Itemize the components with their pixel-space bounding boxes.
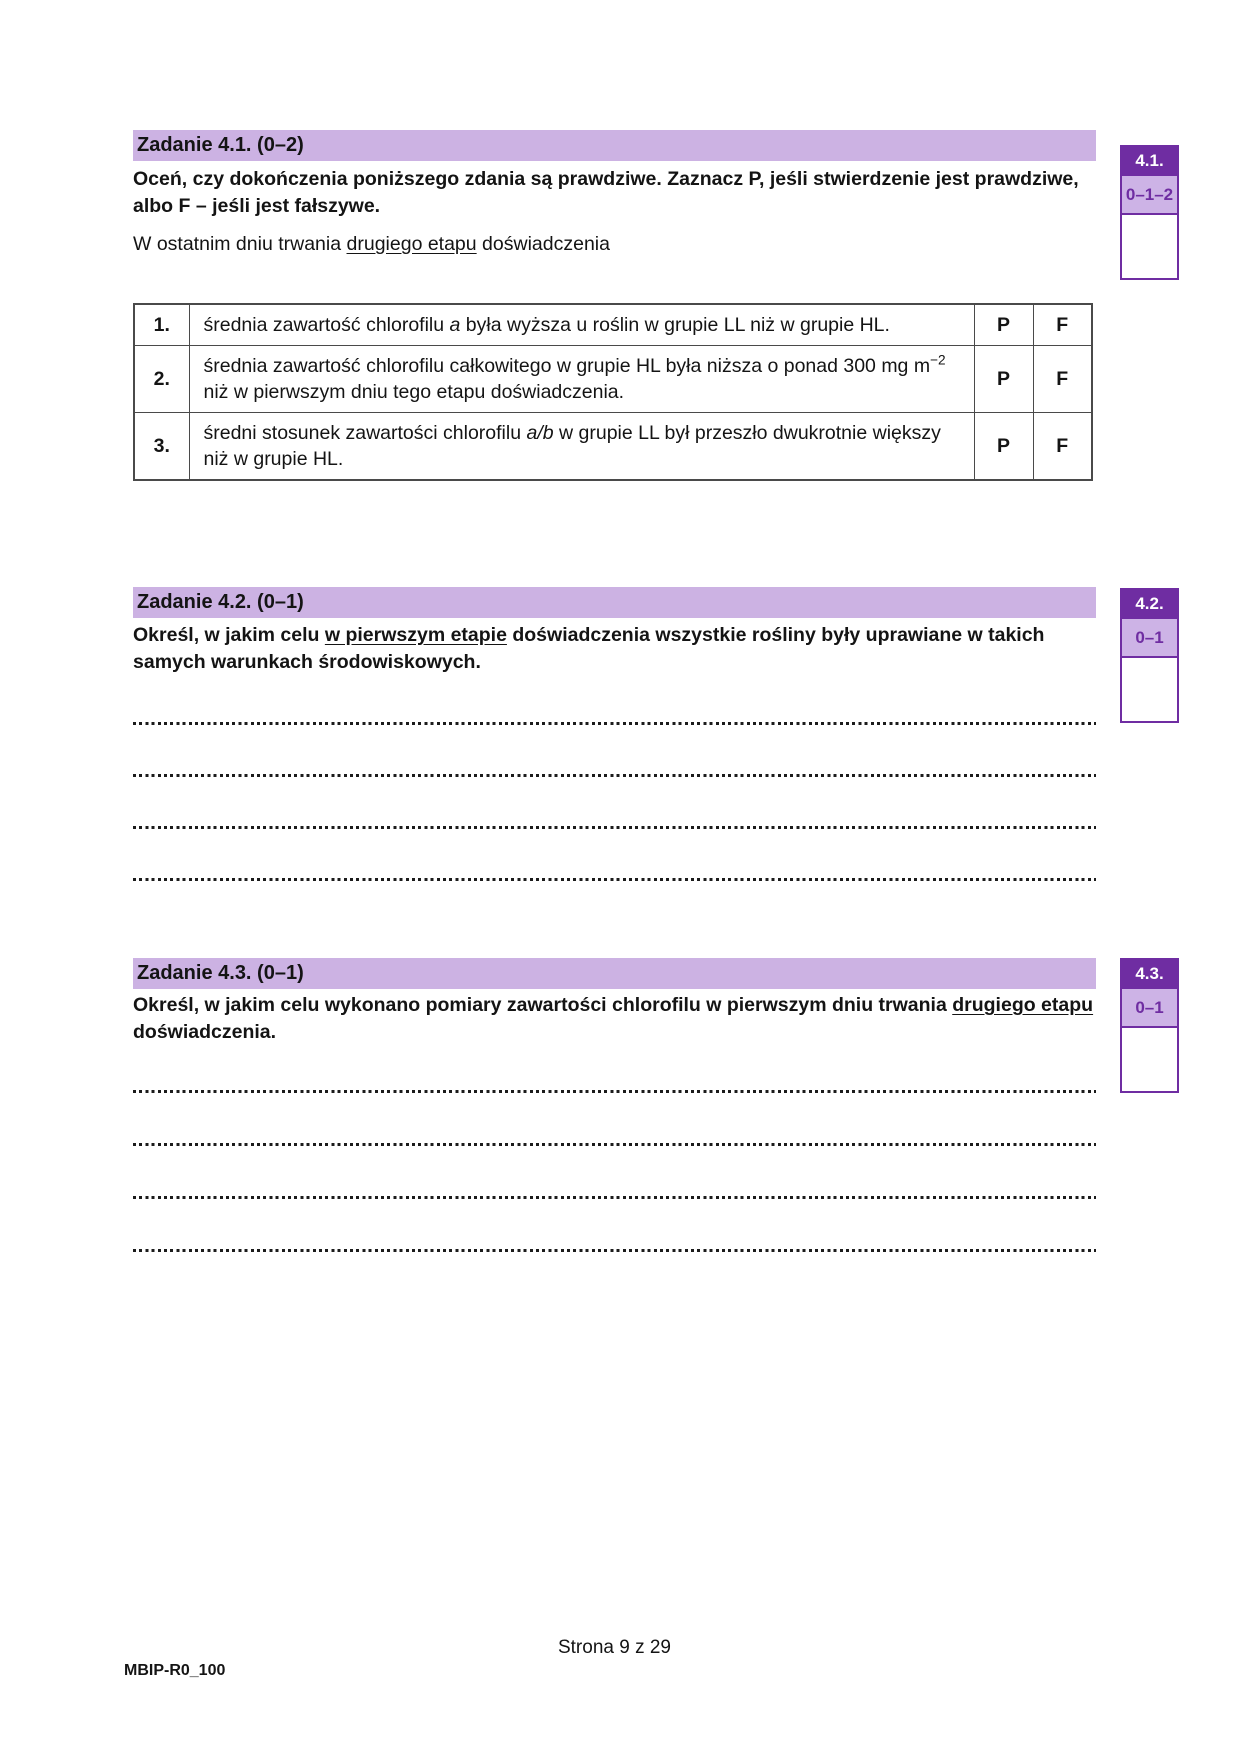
task-4-2-title-bar xyxy=(133,587,1096,618)
answer-line[interactable] xyxy=(133,1196,1096,1199)
false-option-cell[interactable]: F xyxy=(1033,304,1092,346)
task-4-1-intro-sentence: W ostatnim dniu trwania drugiego etapu doświadczenia xyxy=(133,233,610,255)
score-box-4-2 xyxy=(1120,588,1179,723)
italic-term: a/b xyxy=(526,422,554,444)
score-box-entry-cell xyxy=(1122,1028,1177,1091)
statement-text: średnia zawartość chlorofilu całkowitego w grupie HL była niższa o ponad 300 mg $m^{-2}$ niż w pierwszym dniu tego etapu doświadczenia. xyxy=(189,346,974,413)
answer-line[interactable] xyxy=(133,1143,1096,1146)
answer-line[interactable] xyxy=(133,878,1096,881)
task-4-3-title: Zadanie 4.3. (0–1) xyxy=(137,962,304,984)
score-box-task-number: 4.1. xyxy=(1122,147,1177,174)
true-false-table xyxy=(133,303,1093,481)
task-4-3-title-bar xyxy=(133,958,1096,989)
task-4-2-instruction: Określ, w jakim celu w pierwszym etapie doświadczenia wszystkie rośliny były uprawiane w takich samych warunkach środowiskowych. xyxy=(133,624,1045,673)
task-4-2-title: Zadanie 4.2. (0–1) xyxy=(137,591,304,613)
answer-line[interactable] xyxy=(133,1090,1096,1093)
false-option-cell[interactable]: F xyxy=(1033,413,1092,481)
exam-sheet-code: MBIP-R0_100 xyxy=(124,1662,226,1679)
underlined-phrase: w pierwszym etapie xyxy=(324,624,507,646)
underlined-phrase: drugiego etapu xyxy=(346,233,477,255)
true-false-table-wrap xyxy=(133,303,1093,481)
italic-term: a xyxy=(449,314,461,336)
task-4-2-answer-area xyxy=(133,722,1096,930)
score-box-entry-cell xyxy=(1122,215,1177,278)
answer-line[interactable] xyxy=(133,722,1096,725)
answer-line[interactable] xyxy=(133,774,1096,777)
answer-line[interactable] xyxy=(133,1249,1096,1252)
score-box-points-range: 0–1 xyxy=(1122,617,1177,658)
table-row xyxy=(134,413,1092,481)
row-number: 1. xyxy=(134,304,189,346)
table-row xyxy=(134,346,1092,413)
score-box-points-range: 0–1 xyxy=(1122,987,1177,1028)
score-box-points-range: 0–1–2 xyxy=(1122,174,1177,215)
task-4-1-instruction: Oceń, czy dokończenia poniższego zdania są prawdziwe. Zaznacz P, jeśli stwierdzenie jest prawdziwe, albo F – jeśli jest fałszywe. xyxy=(133,168,1079,217)
score-box-4-3 xyxy=(1120,958,1179,1093)
score-box-4-1 xyxy=(1120,145,1179,280)
page-number: Strona 9 z 29 xyxy=(557,1637,672,1658)
true-option-cell[interactable]: P xyxy=(974,413,1033,481)
task-4-3-answer-area xyxy=(133,1090,1096,1302)
score-box-task-number: 4.2. xyxy=(1122,590,1177,617)
task-4-1-title: Zadanie 4.1. (0–2) xyxy=(137,134,304,156)
score-box-entry-cell xyxy=(1122,658,1177,721)
statement-text: średnia zawartość chlorofilu a była wyższa u roślin w grupie LL niż w grupie HL. xyxy=(189,304,974,346)
table-row xyxy=(134,304,1092,346)
underlined-phrase: drugiego etapu xyxy=(952,994,1094,1016)
row-number: 2. xyxy=(134,346,189,413)
statement-text: średni stosunek zawartości chlorofilu a/b w grupie LL był przeszło dwukrotnie większy niż w grupie HL. xyxy=(189,413,974,481)
exponent: −2 xyxy=(930,352,946,368)
task-4-1-title-bar xyxy=(133,130,1096,161)
true-option-cell[interactable]: P xyxy=(974,346,1033,413)
row-number: 3. xyxy=(134,413,189,481)
false-option-cell[interactable]: F xyxy=(1033,346,1092,413)
score-box-task-number: 4.3. xyxy=(1122,960,1177,987)
answer-line[interactable] xyxy=(133,826,1096,829)
true-option-cell[interactable]: P xyxy=(974,304,1033,346)
task-4-3-instruction: Określ, w jakim celu wykonano pomiary zawartości chlorofilu w pierwszym dniu trwania drugiego etapu doświadczenia. xyxy=(133,994,1094,1043)
